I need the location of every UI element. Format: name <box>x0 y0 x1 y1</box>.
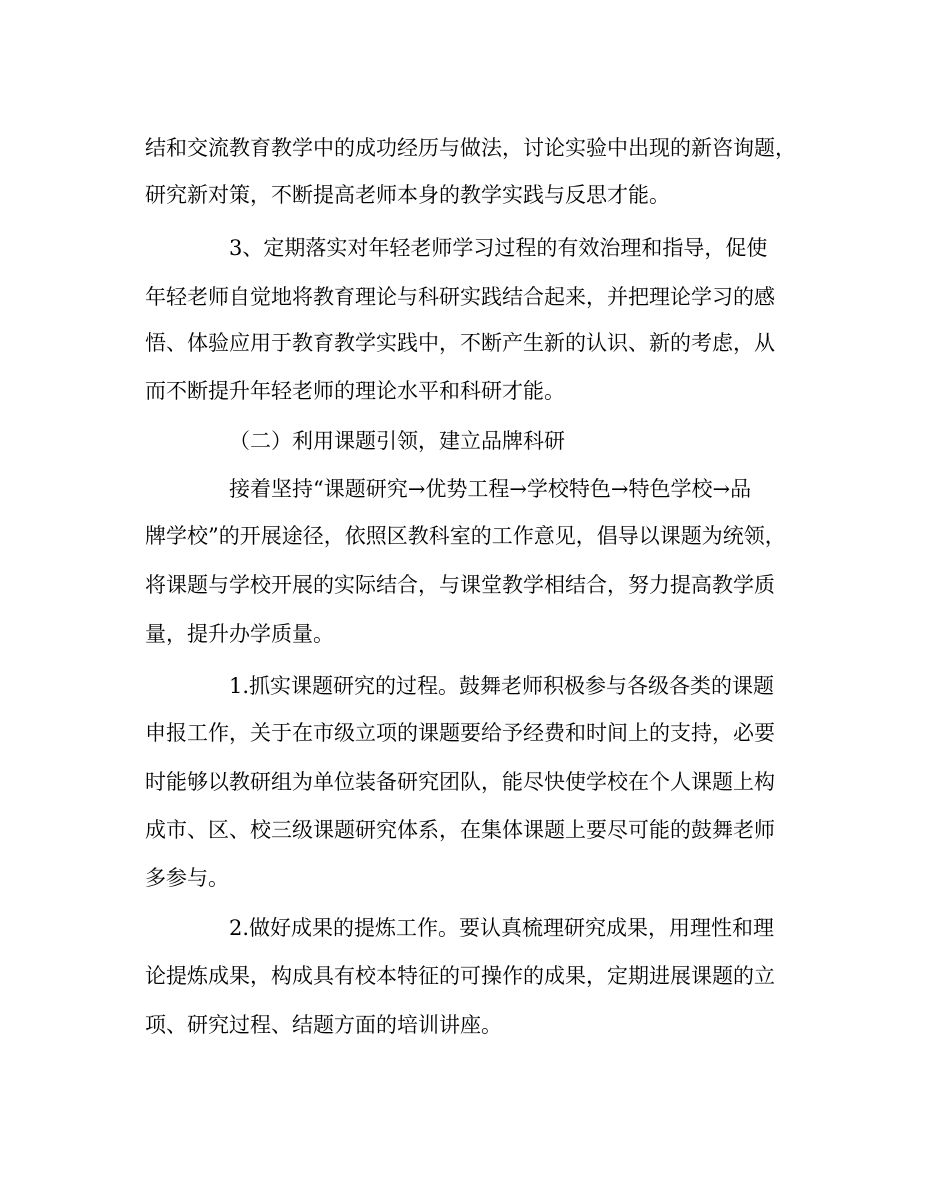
text-line: 牌学校”的开展途径，依照区教科室的工作意见，倡导以课题为统领， <box>145 524 786 548</box>
text-line: 时能够以教研组为单位装备研究团队，能尽快使学校在个人课题上构 <box>145 770 775 794</box>
text-line: 结和交流教育教学中的成功经历与做法，讨论实验中出现的新咨询题， <box>145 136 796 160</box>
text-line: 将课题与学校开展的实际结合，与课堂教学相结合，努力提高教学质 <box>145 573 775 597</box>
text-line: 悟、体验应用于教育教学实践中，不断产生新的认识、新的考虑，从 <box>145 331 775 355</box>
text-line: 项、研究过程、结题方面的培训讲座。 <box>145 1013 502 1037</box>
text-line: 成市、区、校三级课题研究体系，在集体课题上要尽可能的鼓舞老师 <box>145 818 775 842</box>
text-line: 3、定期落实对年轻老师学习过程的有效治理和指导，促使 <box>229 236 768 260</box>
text-line: 多参与。 <box>145 866 229 890</box>
text-line: 论提炼成果，构成具有校本特征的可操作的成果，定期进展课题的立 <box>145 964 775 988</box>
text-line: 接着坚持“课题研究→优势工程→学校特色→特色学校→品 <box>229 477 752 501</box>
section-heading: （二）利用课题引领，建立品牌科研 <box>229 429 565 453</box>
text-line: 量，提升办学质量。 <box>145 622 334 646</box>
text-line: 2.做好成果的提炼工作。要认真梳理研究成果，用理性和理 <box>229 916 775 940</box>
text-line: 而不断提升年轻老师的理论水平和科研才能。 <box>145 379 565 403</box>
text-line: 研究新对策，不断提高老师本身的教学实践与反思才能。 <box>145 183 670 207</box>
text-line: 1.抓实课题研究的过程。鼓舞老师积极参与各级各类的课题 <box>229 674 775 698</box>
text-line: 年轻老师自觉地将教育理论与科研实践结合起来，并把理论学习的感 <box>145 285 775 309</box>
text-line: 申报工作，关于在市级立项的课题要给予经费和时间上的支持，必要 <box>145 721 775 745</box>
